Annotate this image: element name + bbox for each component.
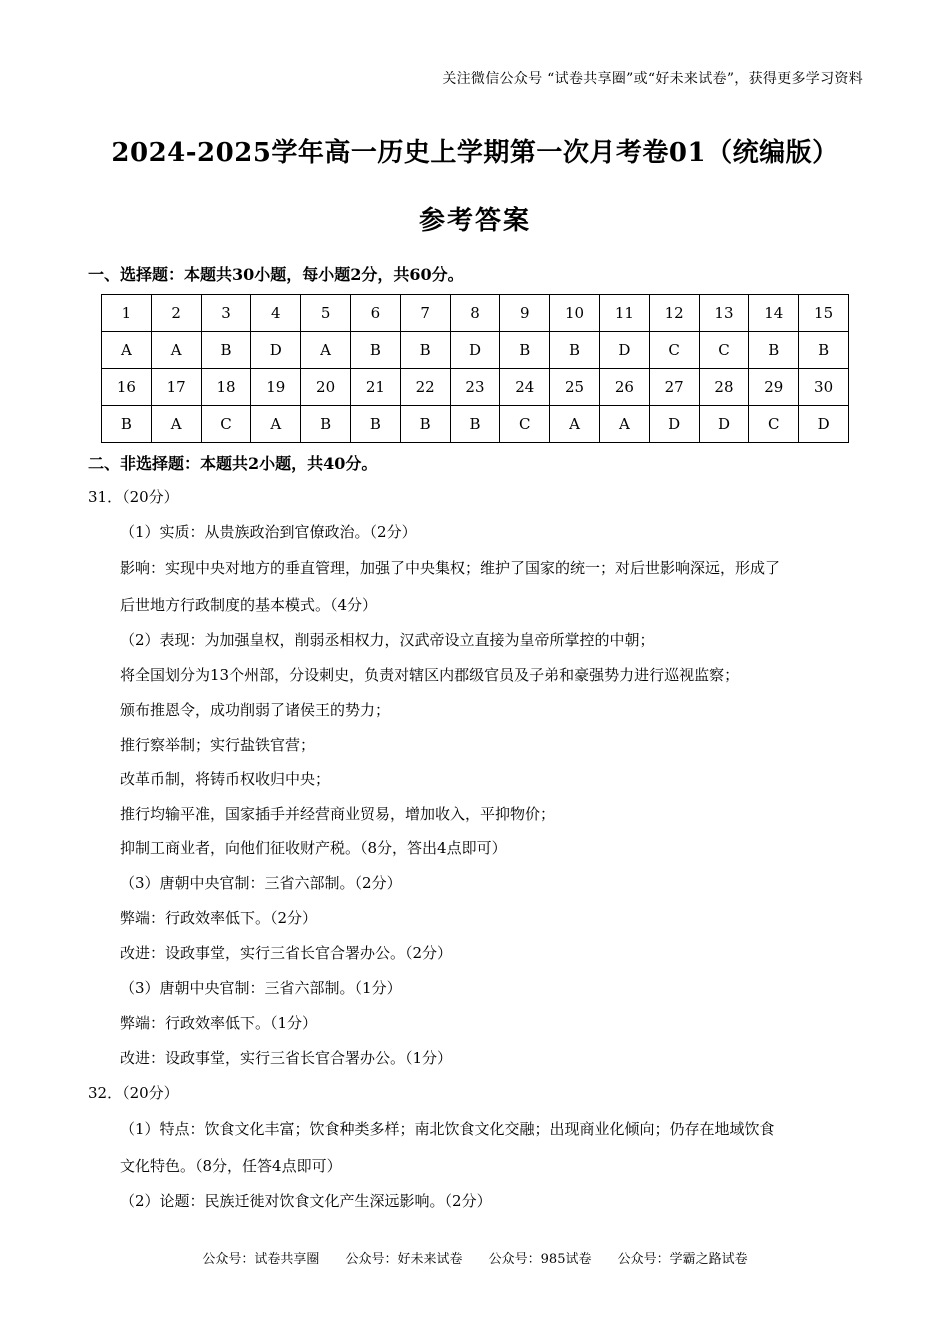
question-number: 12 [649, 295, 699, 332]
answer-cell: A [102, 332, 152, 369]
question-number: 27 [649, 369, 699, 406]
answer-line: 改革币制，将铸币权收归中央； [120, 770, 331, 788]
answer-cell: D [599, 332, 649, 369]
question-number: 16 [102, 369, 152, 406]
answer-cell: A [251, 406, 301, 443]
answer-line: 弊端：行政效率低下。（1分） [120, 1014, 318, 1032]
footer-account: 公众号：985试卷 [488, 1252, 592, 1267]
answer-cell: C [699, 332, 749, 369]
question-number: 22 [400, 369, 450, 406]
question-number: 25 [550, 369, 600, 406]
answer-cell: A [599, 406, 649, 443]
question-number: 14 [749, 295, 799, 332]
question-number: 26 [599, 369, 649, 406]
question-number: 6 [350, 295, 400, 332]
answer-cell: B [400, 332, 450, 369]
answer-cell: B [400, 406, 450, 443]
answer-line: 改进：设政事堂，实行三省长官合署办公。（1分） [120, 1049, 453, 1067]
answer-line: （2）论题：民族迁徙对饮食文化产生深远影响。（2分） [120, 1192, 492, 1210]
answer-table [101, 294, 849, 443]
question-32-heading: 32．（20分） [88, 1084, 179, 1102]
question-number: 15 [799, 295, 849, 332]
question-number: 23 [450, 369, 500, 406]
question-number: 9 [500, 295, 550, 332]
footer-account: 公众号：学霸之路试卷 [617, 1252, 748, 1267]
question-number: 21 [350, 369, 400, 406]
footer-account: 公众号：试卷共享圈 [202, 1252, 320, 1267]
answer-cell: B [500, 332, 550, 369]
question-number: 18 [201, 369, 251, 406]
question-number: 4 [251, 295, 301, 332]
page-title: 2024-2025学年高一历史上学期第一次月考卷01（统编版） [111, 138, 839, 168]
table-row-numbers-1 [102, 295, 849, 332]
answer-cell: A [151, 332, 201, 369]
question-number: 2 [151, 295, 201, 332]
question-number: 17 [151, 369, 201, 406]
answer-line: 颁布推恩令，成功削弱了诸侯王的势力； [120, 701, 391, 719]
answer-line: 抑制工商业者，向他们征收财产税。（8分，答出4点即可） [120, 839, 507, 857]
answer-cell: B [301, 406, 351, 443]
question-number: 19 [251, 369, 301, 406]
answer-line: 改进：设政事堂，实行三省长官合署办公。（2分） [120, 944, 453, 962]
question-number: 20 [301, 369, 351, 406]
answer-cell: C [649, 332, 699, 369]
answer-cell: B [350, 406, 400, 443]
answer-cell: D [799, 406, 849, 443]
question-number: 11 [599, 295, 649, 332]
answer-cell: B [749, 332, 799, 369]
table-row-answers-2 [102, 406, 849, 443]
answer-line: 后世地方行政制度的基本模式。（4分） [120, 596, 378, 614]
answer-line: 弊端：行政效率低下。（2分） [120, 909, 318, 927]
answer-line: （3）唐朝中央官制：三省六部制。（2分） [120, 874, 402, 892]
section-heading-choice: 一、选择题：本题共30小题，每小题2分，共60分。 [88, 265, 464, 284]
question-number: 24 [500, 369, 550, 406]
answer-cell: B [450, 406, 500, 443]
page-footer [0, 1248, 950, 1267]
question-number: 5 [301, 295, 351, 332]
header-note: 关注微信公众号 “试卷共享圈”或“好未来试卷”，获得更多学习资料 [442, 71, 863, 87]
answer-cell: B [550, 332, 600, 369]
page-subtitle: 参考答案 [418, 206, 531, 236]
answer-line: 推行均输平准，国家插手并经营商业贸易，增加收入，平抑物价； [120, 805, 556, 823]
answer-cell: B [201, 332, 251, 369]
section-heading-nonchoice: 二、非选择题：本题共2小题，共40分。 [88, 454, 378, 473]
question-31-heading: 31．（20分） [88, 488, 179, 506]
answer-cell: A [151, 406, 201, 443]
answer-line: 影响：实现中央对地方的垂直管理，加强了中央集权；维护了国家的统一；对后世影响深远，形成了 [120, 559, 781, 577]
answer-cell: C [749, 406, 799, 443]
answer-line: （1）特点：饮食文化丰富；饮食种类多样；南北饮食文化交融；出现商业化倾向；仍存在地域饮食 [120, 1120, 775, 1138]
question-number: 10 [550, 295, 600, 332]
answer-cell: A [550, 406, 600, 443]
question-number: 28 [699, 369, 749, 406]
answer-cell: A [301, 332, 351, 369]
answer-cell: D [251, 332, 301, 369]
question-number: 3 [201, 295, 251, 332]
answer-line: （1）实质：从贵族政治到官僚政治。（2分） [120, 523, 417, 541]
question-number: 29 [749, 369, 799, 406]
answer-line: 将全国划分为13个州部，分设刺史，负责对辖区内郡级官员及子弟和豪强势力进行巡视监察； [120, 666, 740, 684]
question-number: 13 [699, 295, 749, 332]
table-row-answers-1 [102, 332, 849, 369]
question-number: 7 [400, 295, 450, 332]
answer-cell: B [799, 332, 849, 369]
answer-cell: C [201, 406, 251, 443]
table-row-numbers-2 [102, 369, 849, 406]
answer-line: 文化特色。（8分，任答4点即可） [120, 1157, 342, 1175]
answer-cell: D [649, 406, 699, 443]
answer-cell: C [500, 406, 550, 443]
answer-cell: D [450, 332, 500, 369]
question-number: 1 [102, 295, 152, 332]
answer-cell: D [699, 406, 749, 443]
answer-line: （2）表现：为加强皇权，削弱丞相权力，汉武帝设立直接为皇帝所掌控的中朝； [120, 631, 655, 649]
question-number: 8 [450, 295, 500, 332]
answer-line: （3）唐朝中央官制：三省六部制。（1分） [120, 979, 402, 997]
answer-cell: B [102, 406, 152, 443]
question-number: 30 [799, 369, 849, 406]
answer-line: 推行察举制；实行盐铁官营； [120, 736, 316, 754]
footer-account: 公众号：好未来试卷 [345, 1252, 463, 1267]
answer-cell: B [350, 332, 400, 369]
